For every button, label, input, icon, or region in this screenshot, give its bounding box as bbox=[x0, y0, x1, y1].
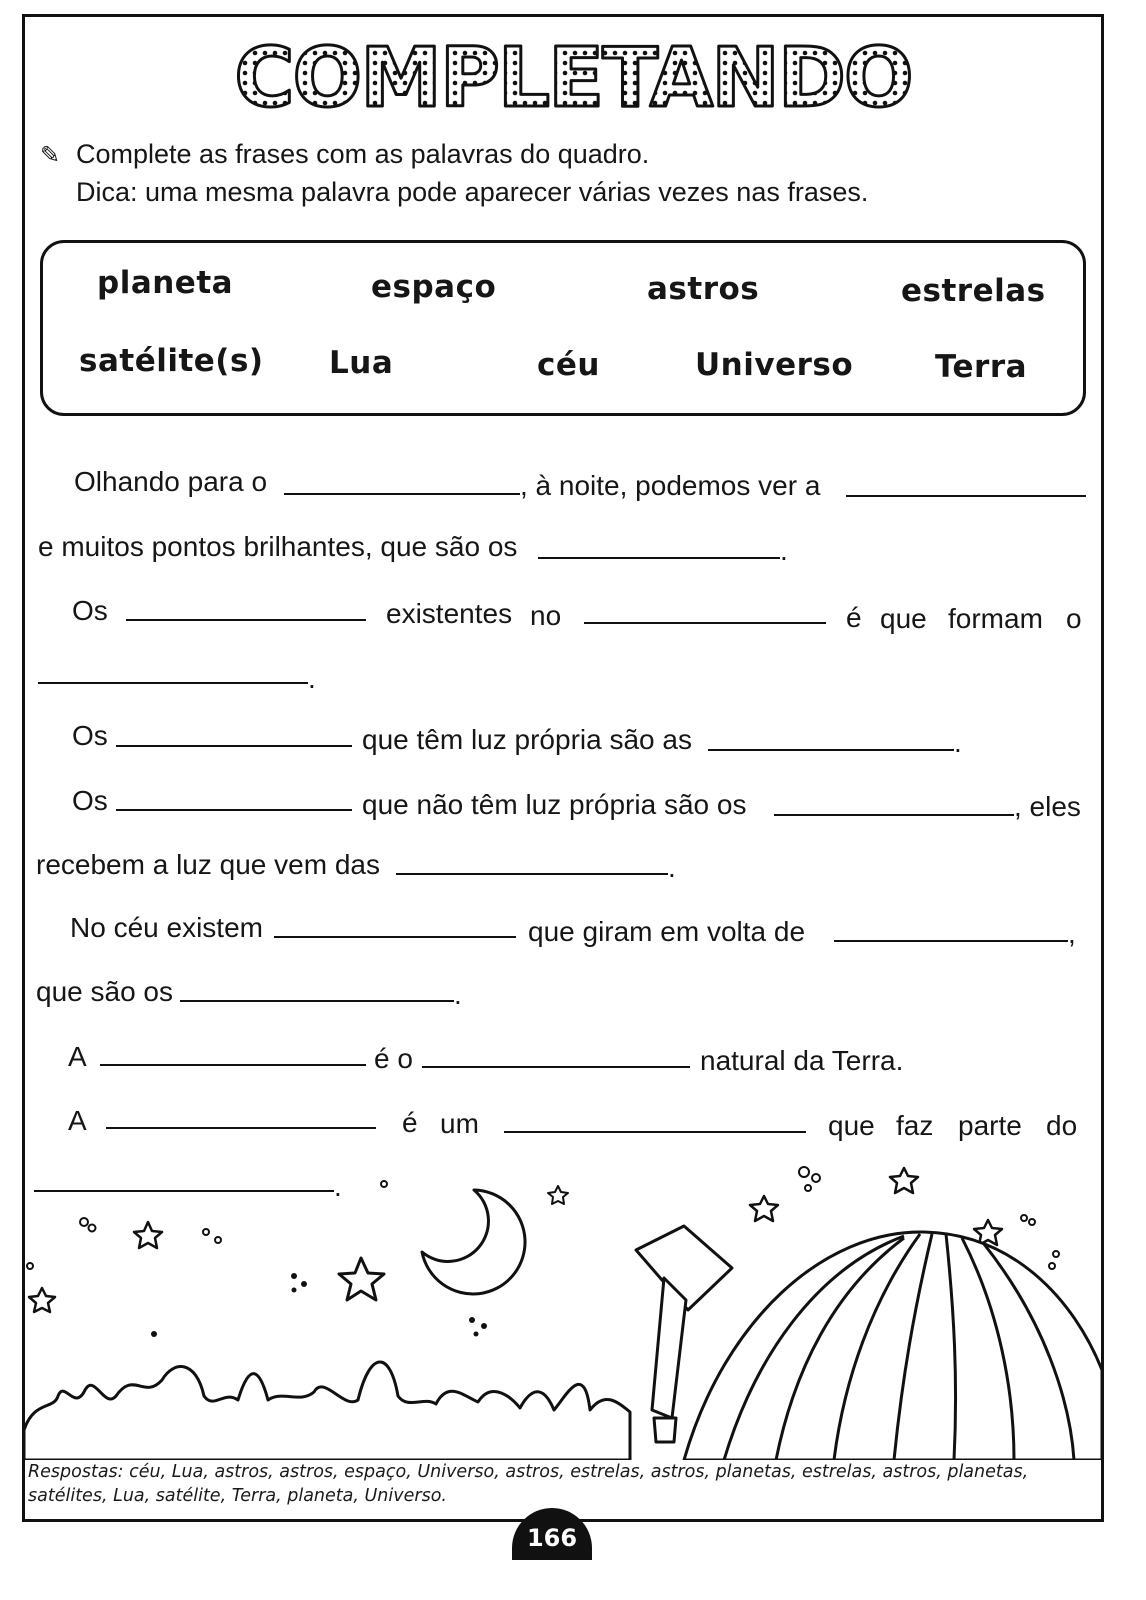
word-bank-item: céu bbox=[537, 347, 600, 383]
sentence-text: , eles bbox=[1014, 791, 1081, 822]
sentence-text: . bbox=[334, 1171, 342, 1202]
sentence-text: , bbox=[1068, 918, 1076, 949]
answer-key-label: Respostas: bbox=[28, 1462, 124, 1482]
word-bank-box bbox=[40, 240, 1086, 416]
sentence-text: , à noite, podemos ver a bbox=[520, 470, 821, 501]
answer-blank[interactable] bbox=[100, 1064, 366, 1066]
sentence-text: é bbox=[402, 1107, 418, 1138]
answer-blank[interactable] bbox=[284, 493, 520, 495]
answer-blank[interactable] bbox=[538, 557, 780, 559]
sentence-text: . bbox=[668, 852, 676, 883]
answer-key bbox=[28, 1460, 1098, 1508]
sentence-text: faz bbox=[896, 1110, 934, 1141]
answer-blank[interactable] bbox=[504, 1131, 806, 1133]
answer-blank[interactable] bbox=[180, 1000, 454, 1002]
answer-blank[interactable] bbox=[834, 940, 1068, 942]
sentence-text: é bbox=[846, 602, 862, 633]
sentence-text: recebem a luz que vem das bbox=[36, 849, 380, 880]
title-banner bbox=[0, 28, 1146, 128]
pencil-icon: ✎ bbox=[40, 142, 61, 169]
answer-blank[interactable] bbox=[396, 873, 668, 875]
title-text: COMPLETANDO bbox=[234, 31, 912, 126]
star-icon bbox=[134, 1222, 162, 1248]
answer-blank[interactable] bbox=[106, 1127, 376, 1129]
sentence-text: formam bbox=[948, 603, 1043, 634]
word-bank-item: Universo bbox=[695, 347, 854, 383]
sentence-text: Os bbox=[72, 720, 108, 751]
sentence-text: Os bbox=[72, 785, 108, 816]
instruction-line-1: Complete as frases com as palavras do quadro. bbox=[76, 139, 650, 169]
sentence-text: . bbox=[454, 979, 462, 1010]
observatory-dome bbox=[684, 1232, 1102, 1460]
word-bank-item: estrelas bbox=[901, 273, 1046, 309]
answer-key-line-2: satélites, Lua, satélite, Terra, planeta, Universo. bbox=[28, 1486, 447, 1506]
sentence-text: Olhando para o bbox=[74, 466, 268, 497]
word-bank-item: espaço bbox=[371, 269, 497, 305]
sentence-text: . bbox=[954, 727, 962, 758]
sentence-text: Os bbox=[72, 595, 108, 626]
answer-blank[interactable] bbox=[116, 809, 352, 811]
sentence-text: No céu existem bbox=[70, 912, 263, 943]
sentence-text: A bbox=[68, 1105, 87, 1136]
answer-blank[interactable] bbox=[126, 619, 366, 621]
sentence-text: o bbox=[1066, 603, 1082, 634]
answer-blank[interactable] bbox=[584, 622, 826, 624]
sentence-text: parte bbox=[958, 1110, 1022, 1141]
star-icon bbox=[548, 1186, 568, 1204]
answer-blank[interactable] bbox=[38, 682, 308, 684]
answer-blank[interactable] bbox=[116, 745, 352, 747]
sentence-text: um bbox=[440, 1108, 479, 1139]
star-icon bbox=[29, 1288, 55, 1312]
answer-blank[interactable] bbox=[846, 495, 1086, 497]
sentence-text: que são os bbox=[36, 976, 173, 1007]
star-icon bbox=[890, 1168, 918, 1193]
sentence-text: que bbox=[828, 1110, 875, 1141]
answer-blank[interactable] bbox=[422, 1066, 690, 1068]
bushes bbox=[24, 1362, 630, 1460]
sentence-text: A bbox=[68, 1041, 87, 1072]
sentence-text: é o bbox=[374, 1043, 413, 1074]
star-icon bbox=[750, 1196, 778, 1221]
instruction-line-2: Dica: uma mesma palavra pode aparecer várias vezes nas frases. bbox=[76, 177, 869, 207]
sentence-text: no bbox=[530, 600, 562, 631]
sentence-text: do bbox=[1046, 1110, 1078, 1141]
moon-icon bbox=[422, 1190, 525, 1294]
word-bank-item: astros bbox=[647, 271, 760, 307]
word-bank-item: Terra bbox=[935, 349, 1028, 385]
word-bank-item: planeta bbox=[97, 265, 234, 301]
sentence-text: e muitos pontos brilhantes, que são os bbox=[38, 531, 518, 562]
sentence-text: existentes bbox=[386, 598, 513, 629]
sentence-text: natural da Terra. bbox=[700, 1045, 904, 1076]
star-icon bbox=[339, 1258, 384, 1300]
sentence-text: que giram em volta de bbox=[528, 916, 806, 947]
sentence-text: que bbox=[880, 603, 927, 634]
answer-blank[interactable] bbox=[774, 814, 1014, 816]
sentence-text: . bbox=[308, 663, 316, 694]
answer-blank[interactable] bbox=[274, 936, 516, 938]
sentence-text: que têm luz própria são as bbox=[362, 724, 692, 755]
word-bank-item: satélite(s) bbox=[79, 343, 264, 379]
sentence-text: . bbox=[780, 535, 788, 566]
word-bank-item: Lua bbox=[329, 345, 394, 381]
night-sky-illustration bbox=[24, 1160, 1102, 1460]
answer-blank[interactable] bbox=[708, 749, 954, 751]
answer-key-line-1: céu, Lua, astros, astros, espaço, Universo, astros, estrelas, astros, planetas, estrelas, astros, planetas, bbox=[129, 1462, 1029, 1482]
page-number: 166 bbox=[512, 1508, 592, 1560]
instructions bbox=[40, 136, 868, 210]
sentence-text: que não têm luz própria são os bbox=[362, 789, 747, 820]
